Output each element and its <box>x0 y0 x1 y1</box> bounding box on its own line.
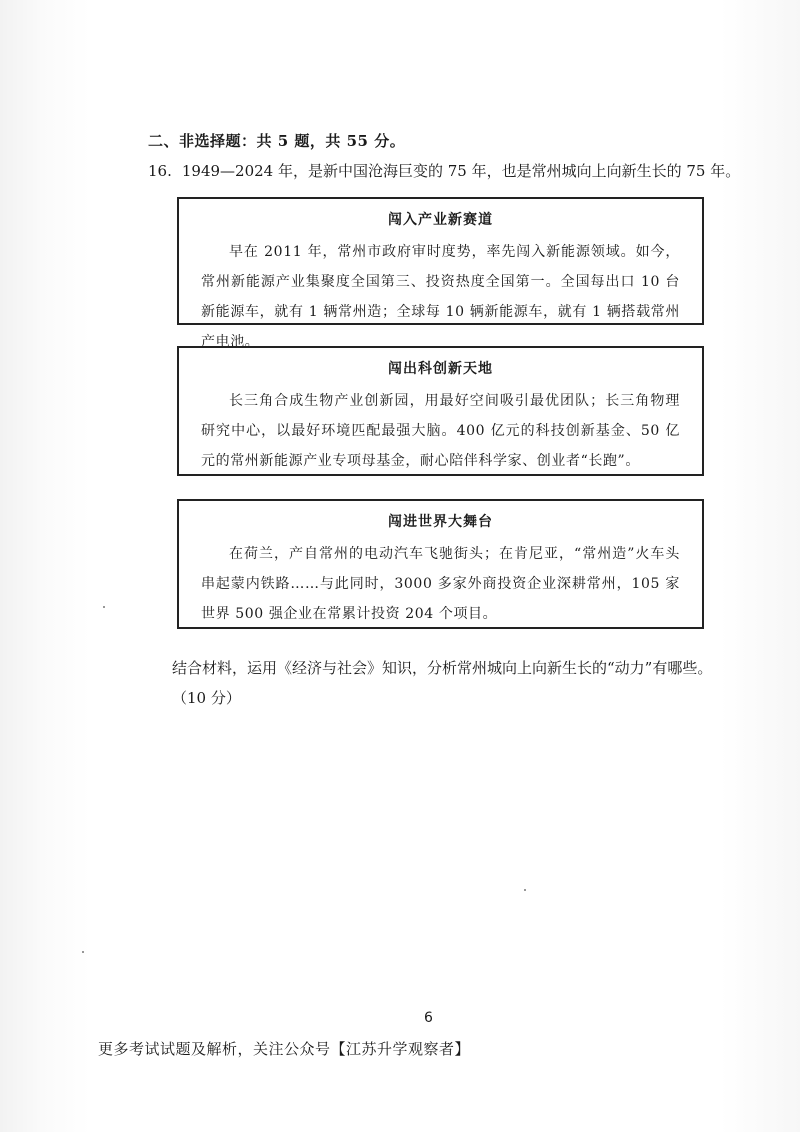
question-text: 1949—2024 年，是新中国沧海巨变的 75 年，也是常州城向上向新生长的 75 年。 <box>181 162 741 180</box>
material-box-1 <box>177 197 704 350</box>
section-heading: 二、非选择题：共 5 题，共 55 分。 <box>148 132 406 150</box>
question-number: 16. <box>148 162 172 180</box>
question-prompt <box>172 653 732 713</box>
scan-speck <box>103 606 105 608</box>
prompt-text: 结合材料，运用《经济与社会》知识，分析常州城向上向新生长的“动力”有哪些。 <box>172 659 713 677</box>
scan-speck <box>82 951 84 953</box>
prompt-score: （10 分） <box>172 689 241 707</box>
material-body: 长三角合成生物产业创新园，用最好空间吸引最优团队；长三角物理研究中心，以最好环境匹配最强大脑。400 亿元的科技创新基金、50 亿元的常州新能源产业专项母基金，耐心陪伴科学家、创业者“长跑”。 <box>201 393 680 469</box>
scan-speck <box>524 889 526 891</box>
footer-note: 更多考试试题及解析，关注公众号【江苏升学观察者】 <box>98 1040 471 1058</box>
material-title: 闯进世界大舞台 <box>388 514 493 530</box>
material-body: 早在 2011 年，常州市政府审时度势，率先闯入新能源领域。如今，常州新能源产业集聚度全国第三、投资热度全国第一。全国每出口 10 台新能源车，就有 1 辆常州造；全球每 10 辆新能源车，就有 1 辆搭载常州产电池。 <box>201 244 680 350</box>
material-body: 在荷兰，产自常州的电动汽车飞驰街头；在肯尼亚，“常州造”火车头串起蒙内铁路……与此同时，3000 多家外商投资企业深耕常州，105 家世界 500 强企业在常累计投资 204 个项目。 <box>201 546 680 622</box>
material-title: 闯出科创新天地 <box>388 361 493 377</box>
material-title: 闯入产业新赛道 <box>388 212 493 228</box>
material-box-3 <box>177 499 704 629</box>
page-number: 6 <box>424 1010 433 1026</box>
question-stem <box>148 160 740 181</box>
material-box-2 <box>177 346 704 476</box>
